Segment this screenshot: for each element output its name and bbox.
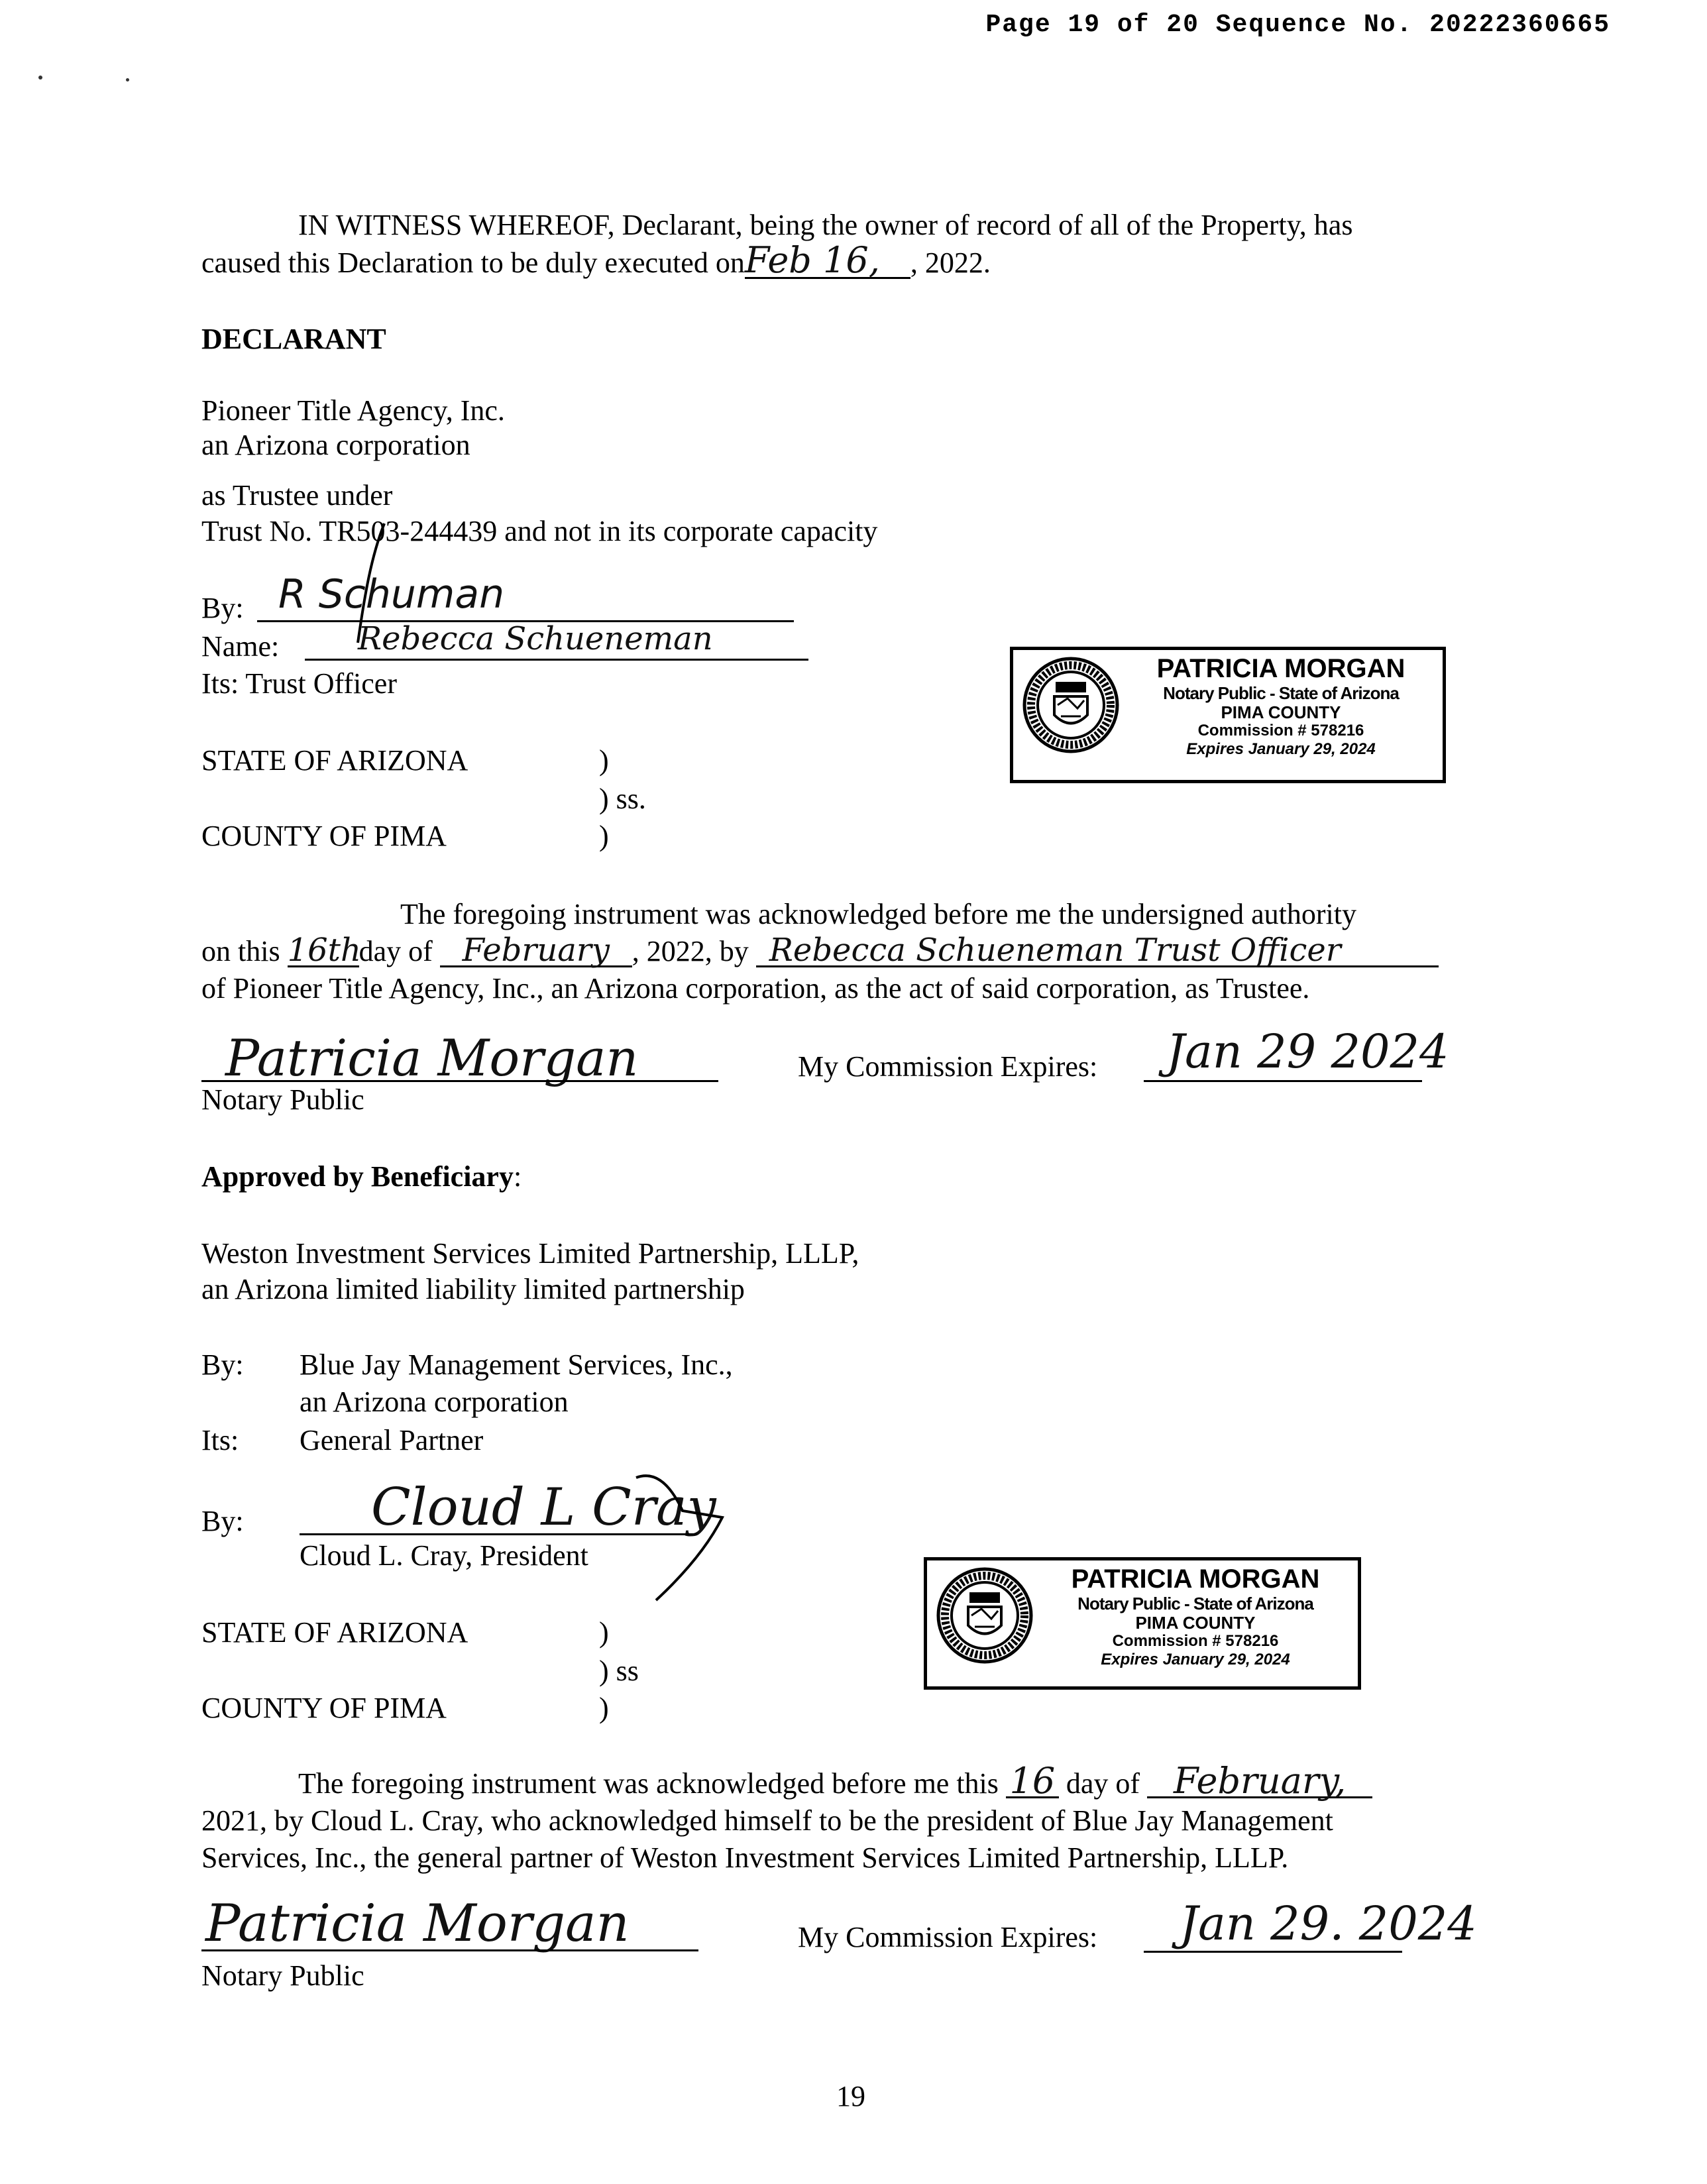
beneficiary-by-value-2: an Arizona corporation xyxy=(300,1386,569,1418)
stamp-expires: Expires January 29, 2024 xyxy=(1101,1651,1290,1668)
venue-paren: ) xyxy=(599,744,609,777)
arizona-seal-icon xyxy=(1021,655,1121,755)
venue-state: STATE OF ARIZONA xyxy=(201,1616,468,1649)
notary-stamp xyxy=(1010,647,1446,783)
stamp-name: PATRICIA MORGAN xyxy=(1071,1564,1320,1594)
stamp-title: Notary Public - State of Arizona xyxy=(1163,683,1399,703)
stamp-commission: Commission # 578216 xyxy=(1197,722,1364,739)
ack-day-of: day of xyxy=(358,935,433,967)
stamp-expires: Expires January 29, 2024 xyxy=(1186,740,1376,758)
arizona-seal-icon xyxy=(935,1566,1034,1665)
stamp-county: PIMA COUNTY xyxy=(1221,702,1341,722)
ack2-day-of: day of xyxy=(1066,1767,1140,1800)
beneficiary-heading xyxy=(201,1158,522,1195)
scan-speck xyxy=(126,78,129,82)
commission-expires-handwritten: Jan 29 2024 xyxy=(1166,1024,1449,1079)
notary-signature: Patricia Morgan xyxy=(225,1028,639,1087)
stamp-title: Notary Public - State of Arizona xyxy=(1077,1594,1313,1613)
beneficiary-name: Weston Investment Services Limited Partnership, LLLP, xyxy=(201,1237,859,1270)
notary-public-label: Notary Public xyxy=(201,1083,364,1116)
notary-public-label: Notary Public xyxy=(201,1959,364,1992)
venue-paren: ) xyxy=(599,1616,609,1649)
ack-year-by: , 2022, by xyxy=(632,935,749,967)
president-signature: Cloud L Cray xyxy=(371,1478,716,1537)
trustee-line-2: Trust No. TR503-244439 and not in its corporate capacity xyxy=(201,515,878,547)
commission-line xyxy=(1144,1951,1402,1953)
page-header: Page 19 of 20 Sequence No. 20222360665 xyxy=(985,11,1610,39)
beneficiary-by2-label: By: xyxy=(201,1505,244,1537)
beneficiary-heading-text: Approved by Beneficiary xyxy=(201,1160,514,1193)
notary-signature: Patricia Morgan xyxy=(205,1894,630,1953)
ack-on-this: on this xyxy=(201,935,280,967)
ack2-day-handwritten: 16 xyxy=(1006,1766,1059,1798)
commission-expires-handwritten: Jan 29. 2024 xyxy=(1180,1896,1477,1951)
trustee-line-1: as Trustee under xyxy=(201,479,393,512)
beneficiary-by-value-1: Blue Jay Management Services, Inc., xyxy=(300,1348,733,1381)
president-name: Cloud L. Cray, President xyxy=(300,1539,588,1572)
notary-stamp xyxy=(924,1557,1361,1690)
ack-line-1: The foregoing instrument was acknowledged before me the undersigned authority xyxy=(400,898,1356,930)
stamp-county: PIMA COUNTY xyxy=(1135,1613,1256,1633)
ack-day-handwritten: 16th xyxy=(287,932,361,969)
ack2-month-handwritten: February, xyxy=(1147,1766,1372,1798)
witness-line-2-prefix: caused this Declaration to be duly executed on xyxy=(201,246,745,279)
by-label: By: xyxy=(201,592,244,624)
beneficiary-its-value: General Partner xyxy=(300,1424,484,1456)
declarant-name-handwritten: Rebecca Schueneman xyxy=(358,620,713,657)
venue-county: COUNTY OF PIMA xyxy=(201,820,447,852)
declarant-name: Pioneer Title Agency, Inc. xyxy=(201,394,505,427)
ack-month-handwritten: February xyxy=(440,935,632,967)
venue-county: COUNTY OF PIMA xyxy=(201,1692,447,1724)
ack-line-3: of Pioneer Title Agency, Inc., an Arizona corporation, as the act of said corporation, as Trustee. xyxy=(201,972,1310,1005)
witness-line-1: IN WITNESS WHEREOF, Declarant, being the owner of record of all of the Property, has xyxy=(298,209,1353,241)
name-label: Name: xyxy=(201,630,280,663)
venue-state: STATE OF ARIZONA xyxy=(201,744,468,777)
ack-by-handwritten: Rebecca Schueneman Trust Officer xyxy=(756,935,1439,967)
beneficiary-by-label: By: xyxy=(201,1348,244,1381)
name-line xyxy=(305,659,808,661)
ack2-prefix: The foregoing instrument was acknowledged before me this xyxy=(298,1767,999,1800)
ack2-line-1 xyxy=(298,1760,1372,1802)
ack2-line-2: 2021, by Cloud L. Cray, who acknowledged himself to be the president of Blue Jay Management xyxy=(201,1804,1333,1837)
notary-signature-line xyxy=(201,1949,698,1951)
venue-paren: ) xyxy=(599,1692,609,1724)
execution-date-handwritten: Feb 16, xyxy=(745,244,910,279)
page-number: 19 xyxy=(836,2080,865,2112)
stamp-commission: Commission # 578216 xyxy=(1112,1632,1279,1650)
beneficiary-heading-colon: : xyxy=(513,1160,522,1193)
venue-ss: ) ss. xyxy=(599,783,646,815)
its-label: Its: Trust Officer xyxy=(201,667,397,700)
witness-line-2 xyxy=(201,239,991,282)
venue-ss: ) ss xyxy=(599,1655,639,1687)
declarant-heading: DECLARANT xyxy=(201,323,386,355)
signature-stroke xyxy=(623,1471,729,1604)
scan-speck xyxy=(38,76,42,80)
ack2-line-3: Services, Inc., the general partner of Weston Investment Services Limited Partnership, LLLP. xyxy=(201,1841,1289,1874)
beneficiary-its-label: Its: xyxy=(201,1424,239,1456)
commission-expires-label: My Commission Expires: xyxy=(798,1050,1098,1083)
commission-expires-label: My Commission Expires: xyxy=(798,1921,1098,1953)
witness-line-2-suffix: , 2022. xyxy=(910,246,991,279)
ack-line-2 xyxy=(201,933,1439,970)
commission-line xyxy=(1144,1080,1422,1082)
stamp-name: PATRICIA MORGAN xyxy=(1156,654,1405,683)
declarant-signature: R Schuman xyxy=(278,571,505,618)
venue-paren: ) xyxy=(599,820,609,852)
president-signature-line xyxy=(300,1533,697,1535)
beneficiary-type: an Arizona limited liability limited partnership xyxy=(201,1273,745,1305)
declarant-corp-type: an Arizona corporation xyxy=(201,429,470,461)
